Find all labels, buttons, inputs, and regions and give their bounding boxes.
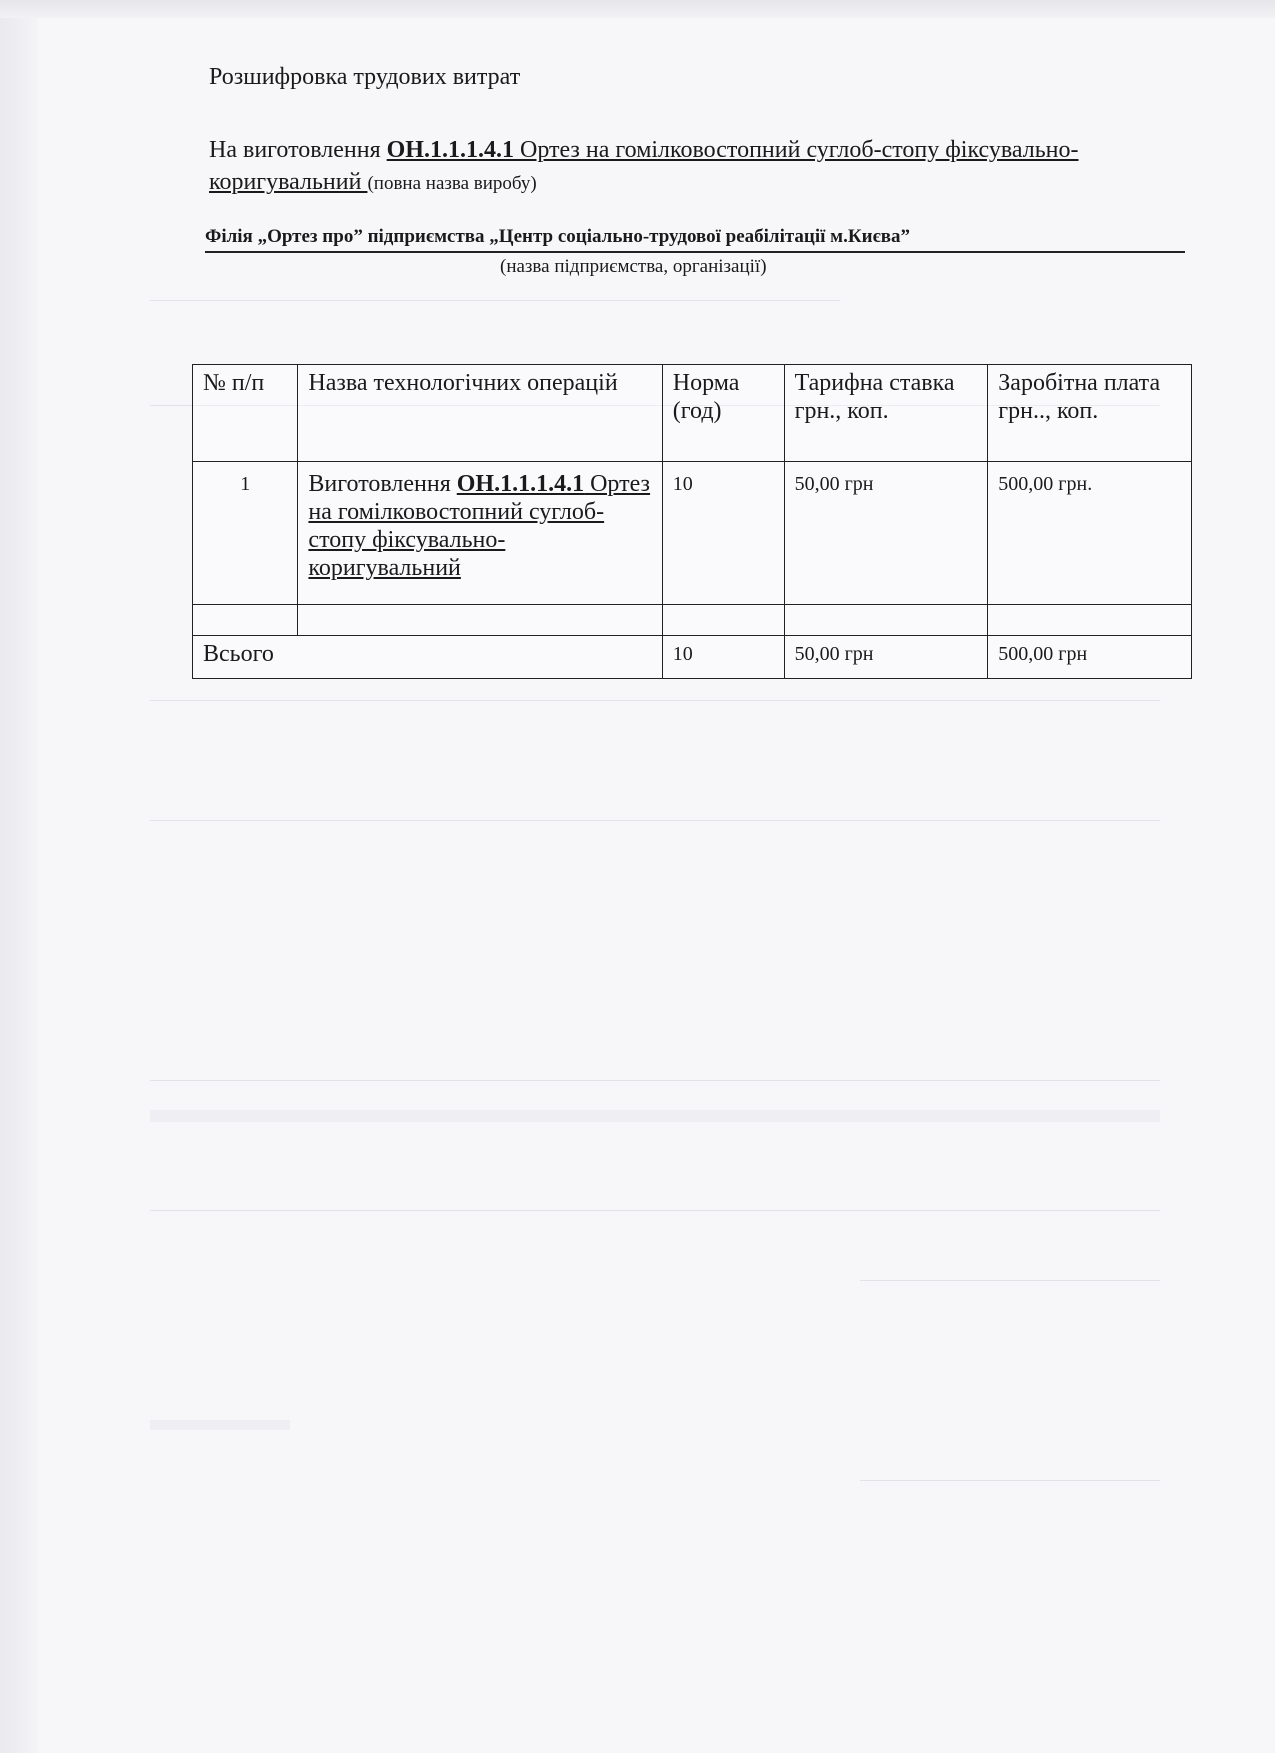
empty-cell	[662, 605, 784, 636]
show-through-block	[150, 1110, 1160, 1122]
show-through-block	[150, 1420, 290, 1430]
product-prefix: На виготовлення	[209, 137, 387, 163]
show-through-line	[860, 1280, 1160, 1281]
row-salary: 500,00 грн.	[988, 462, 1192, 605]
show-through-line	[860, 1480, 1160, 1481]
empty-cell	[193, 605, 298, 636]
product-hint: (повна назва виробу)	[367, 173, 537, 194]
operation-name: Ортез на гомілковостопний суглоб-стопу фіксувально-коригувальний	[308, 471, 651, 581]
total-rate: 50,00 грн	[784, 636, 988, 679]
row-norm: 10	[662, 462, 784, 605]
table-row	[193, 462, 1192, 605]
operation-prefix: Виготовлення	[308, 471, 457, 497]
row-operation	[298, 462, 662, 605]
empty-cell	[298, 605, 662, 636]
empty-cell	[784, 605, 988, 636]
product-name: Ортез на гомілковостопний суглоб-стопу фіксувально-коригувальний	[209, 137, 1079, 195]
header-operation: Назва технологічних операцій	[298, 365, 662, 462]
show-through-line	[150, 1080, 1160, 1081]
product-code: ОН.1.1.1.4.1	[386, 137, 514, 163]
total-row	[193, 636, 1192, 679]
show-through-line	[150, 300, 840, 301]
organization-name: Філія „Ортез про” підприємства „Центр соціально-трудової реабілітації м.Києва”	[205, 226, 1185, 253]
total-label: Всього	[193, 636, 663, 679]
show-through-line	[150, 1210, 1160, 1211]
scan-left-edge	[0, 18, 38, 1753]
empty-cell	[988, 605, 1192, 636]
show-through-line	[150, 820, 1160, 821]
header-num: № п/п	[193, 365, 298, 462]
header-rate: Тарифна ставка грн., коп.	[784, 365, 988, 462]
show-through-line	[150, 700, 1160, 701]
header-norm: Норма (год)	[662, 365, 784, 462]
operation-code: ОН.1.1.1.4.1	[456, 471, 585, 497]
organization-caption: (назва підприємства, організації)	[500, 256, 767, 277]
total-salary: 500,00 грн	[988, 636, 1192, 679]
labor-costs-table	[192, 364, 1192, 679]
row-num: 1	[193, 462, 298, 605]
total-norm: 10	[662, 636, 784, 679]
document-title: Розшифровка трудових витрат	[209, 64, 521, 90]
product-line	[209, 134, 1109, 200]
empty-row	[193, 605, 1192, 636]
document-page	[38, 18, 1275, 1753]
scan-top-band	[0, 0, 1275, 18]
row-rate: 50,00 грн	[784, 462, 988, 605]
header-salary: Заробітна плата грн.., коп.	[988, 365, 1192, 462]
table-header-row	[193, 365, 1192, 462]
